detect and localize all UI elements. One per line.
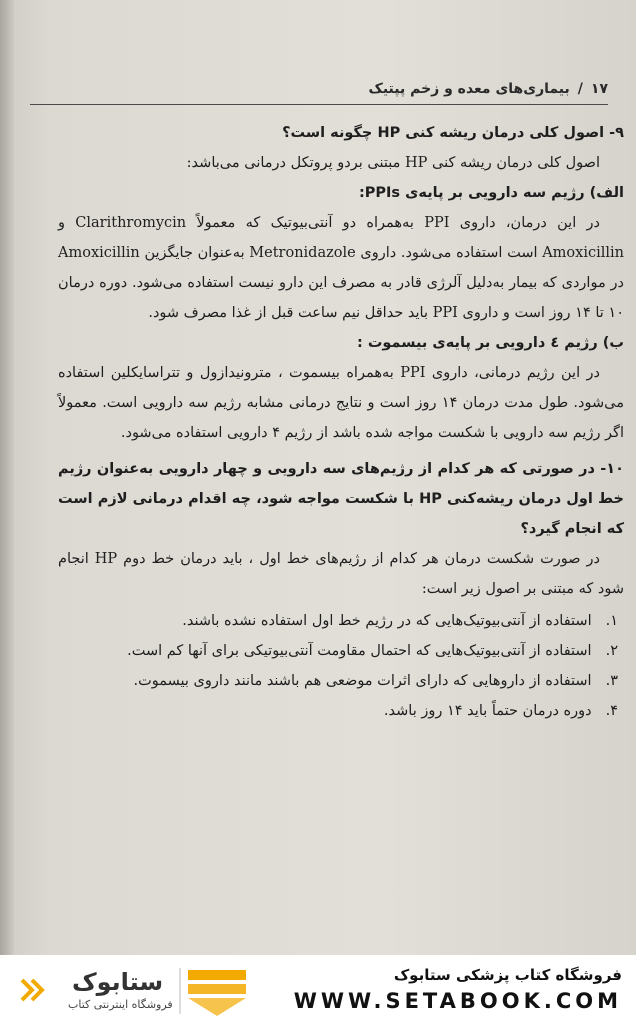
store-url[interactable]: WWW.SETABOOK.COM — [293, 989, 622, 1013]
logo-text: ستابوک — [72, 968, 164, 996]
list-item-number: ۳. — [605, 673, 618, 689]
logo-subtitle: فروشگاه اینترنتی کتاب — [68, 998, 173, 1011]
page-spine-shadow — [0, 0, 14, 955]
section-be-body: در این رژیم درمانی، داروی PPI به‌همراه بیسموت ، مترونیدازول و تتراسایکلین استفاده می‌شود. طول مدت درمان ۱۴ روز است و نتایج درمانی مشابه رژیم سه دارویی است. معمولاً اگر رژیم سه دارویی با شکست مواجه شده باشد از رژیم ۴ دارویی استفاده می‌شود. — [58, 365, 624, 441]
list-item — [58, 606, 624, 636]
second-line-principles-list — [58, 606, 624, 726]
chapter-title: بیماری‌های معده و زخم پپتیک — [368, 81, 570, 97]
list-item-text: استفاده از آنتی‌بیوتیک‌هایی که احتمال مقاومت آنتی‌بیوتیکی برای آنها کم است. — [127, 643, 592, 659]
question-10-title: ۱۰- در صورتی که هر کدام از رژیم‌های سه دارویی و چهار دارویی به‌عنوان رژیم خط اول درمان ریشه‌کنی HP با شکست مواجه شود، چه اقدام درمانی لازم است که انجام گیرد؟ — [58, 461, 624, 537]
question-9-intro: اصول کلی درمان ریشه کنی HP مبتنی بردو پروتکل درمانی می‌باشد: — [186, 155, 600, 171]
section-alef-title: الف) رژیم سه دارویی بر پایه‌ی PPIs: — [358, 185, 624, 201]
header-rule — [30, 104, 608, 105]
list-item-text: استفاده از داروهایی که دارای اثرات موضعی هم باشند مانند داروی بیسموت. — [133, 673, 592, 689]
list-item-number: ۱. — [605, 613, 618, 629]
list-item — [58, 696, 624, 726]
list-item-text: دوره درمان حتماً باید ۱۴ روز باشد. — [383, 703, 592, 719]
list-item-number: ۴. — [605, 703, 618, 719]
section-be-title: ب) رژیم ٤ دارویی بر پایه‌ی بیسموت : — [357, 335, 624, 351]
question-9-title: ۹- اصول کلی درمان ریشه کنی HP چگونه است؟ — [282, 125, 624, 141]
list-item — [58, 636, 624, 666]
question-10-intro: در صورت شکست درمان هر کدام از رژیم‌های خط اول ، باید درمان خط دوم HP انجام شود که مبتنی بر اصول زیر است: — [58, 551, 624, 597]
list-item-text: استفاده از آنتی‌بیوتیک‌هایی که در رژیم خط اول استفاده نشده باشند. — [182, 613, 592, 629]
store-footer-banner — [0, 955, 636, 1024]
header-separator: / — [577, 81, 583, 97]
list-item-number: ۲. — [605, 643, 618, 659]
running-header — [30, 76, 608, 102]
store-name: فروشگاه کتاب پزشکی ستابوک — [393, 966, 622, 984]
section-alef-body: در این درمان، داروی PPI به‌همراه دو آنتی‌بیوتیک که معمولاً Clarithromycin و Amoxicillin است استفاده می‌شود. داروی Metronidazole به‌عنوان جایگزین Amoxicillin در مواردی که بیمار به‌دلیل آلرژی قادر به مصرف این دارو نیست استفاده می‌شود. دوره درمان ۱۰ تا ۱۴ روز است و داروی PPI باید حداقل نیم ساعت قبل از غذا مصرف شود. — [58, 215, 624, 321]
page-body — [58, 118, 624, 726]
page-number: ۱۷ — [590, 81, 608, 97]
setabook-logo — [12, 962, 246, 1018]
list-item — [58, 666, 624, 696]
